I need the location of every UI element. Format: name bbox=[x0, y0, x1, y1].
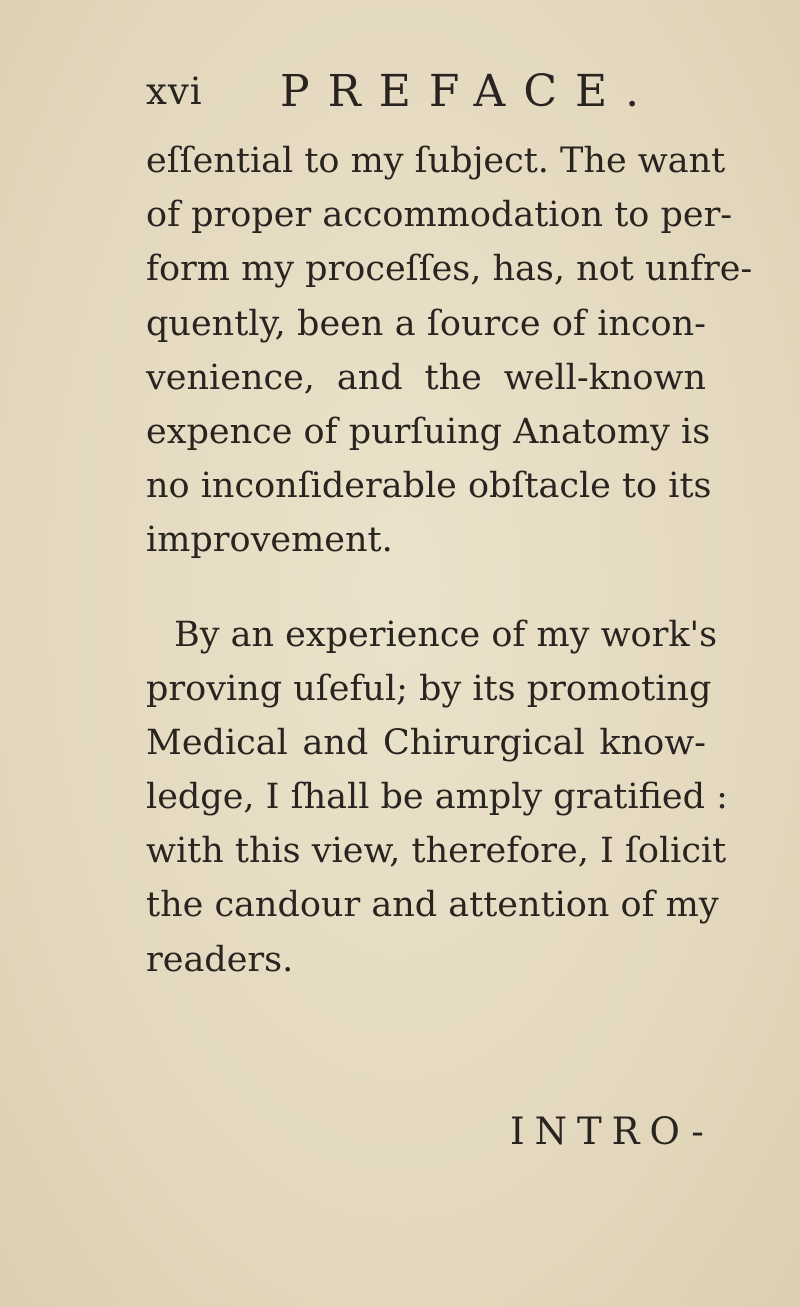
catchword: INTRO- bbox=[510, 1110, 714, 1153]
text-line: eſſential to my ſubject. The want bbox=[146, 141, 726, 181]
paragraph-1 bbox=[146, 134, 753, 568]
page-header bbox=[146, 66, 658, 120]
text-line: By an experience of my work's bbox=[174, 614, 718, 655]
text-line: readers. bbox=[146, 939, 294, 980]
paragraph-2 bbox=[146, 608, 728, 987]
text-line: venience, and the well-known bbox=[146, 357, 706, 398]
text-line: Medical and Chirurgical know- bbox=[146, 722, 706, 763]
text-line: no inconſiderable obſtacle to its bbox=[146, 466, 712, 507]
paragraph-gap bbox=[146, 568, 706, 608]
text-line: expence of purſuing Anatomy is bbox=[146, 411, 711, 452]
text-line: form my proceſſes, has, not unfre- bbox=[146, 249, 753, 290]
text-line: improvement. bbox=[146, 520, 393, 561]
text-line: with this view, therefore, I ſolicit bbox=[146, 831, 727, 872]
text-line: of proper accommodation to per- bbox=[146, 195, 733, 236]
running-head: PREFACE. bbox=[280, 66, 658, 117]
text-line: proving uſeful; by its promoting bbox=[146, 668, 712, 709]
body-text bbox=[146, 134, 753, 987]
text-line: ledge, I ſhall be amply gratified : bbox=[146, 777, 728, 818]
text-line: the candour and attention of my bbox=[146, 885, 719, 926]
page-number: xvi bbox=[146, 70, 203, 113]
text-line: quently, been a ſource of incon- bbox=[146, 303, 706, 344]
